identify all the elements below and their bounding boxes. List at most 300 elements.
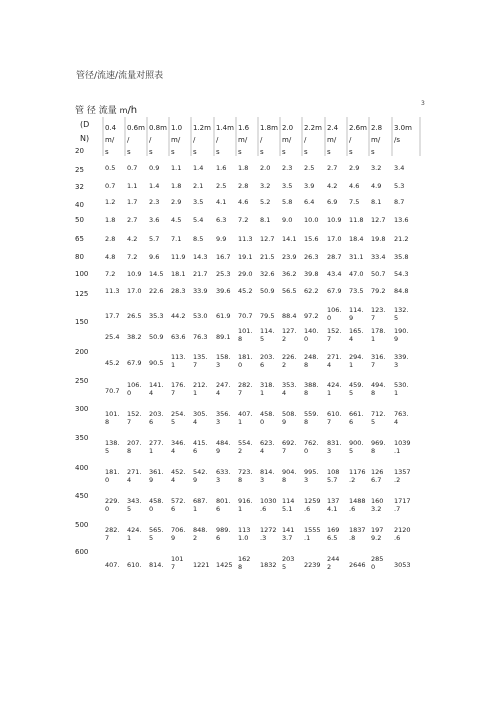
table-cell: 70.7 (105, 387, 120, 395)
velocity-header-line: s (238, 148, 242, 156)
table-cell: 1039 .1 (394, 439, 411, 455)
velocity-header-line: s (371, 148, 375, 156)
table-cell: 3.2 (260, 182, 271, 190)
table-cell: 2.0 (260, 164, 271, 172)
velocity-header (327, 122, 338, 158)
row-dn-label: 100 (75, 270, 89, 278)
table-cell: 178. 1 (371, 327, 386, 343)
table-cell: 339. 3 (394, 353, 409, 369)
table-cell: 244 2 (327, 555, 340, 571)
table-cell: 1221 (193, 561, 210, 569)
velocity-header-line: 0.6m (127, 124, 145, 132)
table-cell: 45.2 (238, 287, 253, 295)
table-cell: 762. 0 (304, 439, 319, 455)
table-cell: 458. 0 (149, 497, 164, 513)
table-cell: 39.6 (216, 287, 231, 295)
table-cell: 89.1 (216, 333, 231, 341)
table-cell: 1.8 (171, 182, 182, 190)
velocity-header-line: 2.4 (327, 124, 339, 132)
unit-superscript: 3 (421, 100, 425, 107)
velocity-header (371, 122, 382, 158)
table-cell: 212. 1 (193, 381, 208, 397)
table-cell: 114. 9 (349, 306, 364, 322)
velocity-header-line: s (304, 148, 308, 156)
table-cell: 7.1 (171, 235, 182, 243)
table-cell: 1272 .3 (260, 526, 277, 542)
velocity-header-line: / (260, 136, 263, 144)
velocity-header (282, 122, 293, 158)
velocity-header-line: / (193, 136, 196, 144)
velocity-header-line: 1.0 (171, 124, 183, 132)
row-dn-label: 250 (75, 377, 89, 385)
table-cell: 11.9 (171, 253, 186, 261)
table-cell: 11.3 (105, 287, 120, 295)
table-cell: 969. 8 (371, 439, 386, 455)
velocity-header (193, 122, 211, 158)
table-cell: 248. 8 (304, 353, 319, 369)
table-cell: 76.3 (193, 333, 208, 341)
table-cell: 4.2 (127, 235, 138, 243)
table-cell: 113 1.0 (238, 526, 251, 542)
dn-header-close: N) (80, 134, 90, 143)
table-cell: 900. 5 (349, 439, 364, 455)
table-cell: 14.3 (193, 253, 208, 261)
table-cell: 1.4 (149, 182, 160, 190)
table-cell: 407. (105, 561, 120, 569)
table-cell: 36.2 (282, 270, 297, 278)
table-cell: 14.5 (149, 270, 164, 278)
velocity-header-line: 1.6 (238, 124, 250, 132)
table-cell: 542. 9 (193, 468, 208, 484)
table-cell: 176. 7 (171, 381, 186, 397)
table-cell: 138. 5 (105, 439, 120, 455)
table-cell: 661. 6 (349, 410, 364, 426)
velocity-header-line: 2.2m (304, 124, 322, 132)
table-cell: 165. 4 (349, 327, 364, 343)
table-cell: 114 5.1 (282, 497, 295, 513)
velocity-header (349, 122, 367, 158)
table-cell: 459. 5 (349, 381, 364, 397)
table-cell: 21.2 (394, 235, 409, 243)
table-cell: 712. 5 (371, 410, 386, 426)
velocity-header-line: 1.8m (260, 124, 278, 132)
velocity-header (105, 122, 116, 158)
table-cell: 484. 9 (216, 439, 231, 455)
velocity-header-line: s (327, 148, 331, 156)
table-cell: 1030 .6 (260, 497, 277, 513)
table-cell: 2.3 (149, 198, 160, 206)
table-cell: 50.9 (260, 287, 275, 295)
velocity-header-line: 2.8 (371, 124, 383, 132)
table-cell: 17.0 (327, 235, 342, 243)
table-cell: 254. 5 (171, 410, 186, 426)
table-cell: 623. 4 (260, 439, 275, 455)
table-cell: 181. 0 (238, 353, 253, 369)
table-cell: 0.7 (105, 182, 116, 190)
table-cell: 35.8 (394, 253, 409, 261)
table-cell: 1.1 (127, 182, 138, 190)
row-dn-label: 125 (75, 290, 89, 298)
table-cell: 101 7 (171, 555, 184, 571)
table-cell: 158. 3 (216, 353, 231, 369)
row-dn-label: 200 (75, 348, 89, 356)
table-cell: 2120 .6 (394, 526, 411, 542)
row-dn-label: 40 (75, 201, 84, 209)
table-cell: 8.1 (260, 216, 271, 224)
velocity-header-line: 0.8m (149, 124, 167, 132)
table-cell: 989. 6 (216, 526, 231, 542)
table-cell: 277. 1 (149, 439, 164, 455)
table-cell: 271. 4 (127, 468, 142, 484)
table-cell: 123. 7 (371, 306, 386, 322)
table-cell: 33.4 (371, 253, 386, 261)
table-cell: 831. 3 (327, 439, 342, 455)
table-cell: 9.9 (216, 235, 227, 243)
velocity-header-line: 1.2m (193, 124, 211, 132)
table-cell: 610. (127, 561, 142, 569)
table-cell: 1259 .6 (304, 497, 321, 513)
table-cell: 39.8 (304, 270, 319, 278)
table-cell: 190. 9 (394, 327, 409, 343)
velocity-header-line: m/ (105, 136, 115, 144)
table-cell: 1.7 (127, 198, 138, 206)
table-cell: 2.3 (282, 164, 293, 172)
velocity-header-line: m/ (238, 136, 248, 144)
table-cell: 5.4 (193, 216, 204, 224)
table-cell: 33.9 (193, 287, 208, 295)
table-cell: 79.5 (260, 312, 275, 320)
velocity-header-line: m/ (282, 136, 292, 144)
table-cell: 152. 7 (127, 410, 142, 426)
table-cell: 203. 6 (149, 410, 164, 426)
table-cell: 633. 3 (216, 468, 231, 484)
table-cell: 67.9 (127, 359, 142, 367)
table-cell: 2.1 (193, 182, 204, 190)
velocity-header-line: / (149, 136, 152, 144)
table-cell: 8.7 (394, 198, 405, 206)
table-cell: 44.2 (171, 312, 186, 320)
table-cell: 2646 (349, 561, 366, 569)
table-cell: 23.9 (282, 253, 297, 261)
velocity-header-line: s (105, 148, 109, 156)
table-cell: 160 3.2 (371, 497, 384, 513)
table-cell: 0.7 (127, 164, 138, 172)
velocity-header-line: m/ (371, 136, 381, 144)
row-dn-label: 150 (75, 318, 89, 326)
unit-m: m (119, 106, 128, 115)
velocity-header-line: / (349, 136, 352, 144)
table-cell: 126 6.7 (371, 468, 384, 484)
table-cell: 203 5 (282, 555, 295, 571)
table-cell: 101. 8 (105, 410, 120, 426)
row-dn-label: 300 (75, 405, 89, 413)
velocity-header-line: 0.4 (105, 124, 117, 132)
table-cell: 29.0 (238, 270, 253, 278)
table-cell: 559. 8 (304, 410, 319, 426)
table-cell: 346. 4 (171, 439, 186, 455)
table-cell: 56.5 (282, 287, 297, 295)
table-cell: 1357 .2 (394, 468, 411, 484)
table-cell: 904. 8 (282, 468, 297, 484)
table-cell: 13.6 (394, 216, 409, 224)
unit-slash-h: /h (127, 105, 138, 116)
table-cell: 25.4 (105, 333, 120, 341)
velocity-header-line: s (349, 148, 353, 156)
table-cell: 229. 0 (105, 497, 120, 513)
velocity-header-line: 2.6m (349, 124, 367, 132)
row-dn-label: 400 (75, 464, 89, 472)
table-cell: 207. 8 (127, 439, 142, 455)
table-cell: 1.8 (105, 216, 116, 224)
table-cell: 28.7 (327, 253, 342, 261)
row-dn-label: 50 (75, 216, 84, 224)
row-dn-label: 450 (75, 492, 89, 500)
table-cell: 687. 1 (193, 497, 208, 513)
table-cell: 494. 8 (371, 381, 386, 397)
velocity-header-line: s (127, 148, 131, 156)
table-cell: 21.5 (260, 253, 275, 261)
table-cell: 7.5 (349, 198, 360, 206)
table-cell: 610. 7 (327, 410, 342, 426)
table-cell: 8.5 (193, 235, 204, 243)
table-cell: 9.6 (149, 253, 160, 261)
table-cell: 26.3 (304, 253, 319, 261)
table-cell: 5.8 (282, 198, 293, 206)
table-cell: 458. 0 (260, 410, 275, 426)
table-cell: 114. 5 (260, 327, 275, 343)
table-cell: 140. 0 (304, 327, 319, 343)
table-cell: 2.9 (171, 198, 182, 206)
table-cell: 7.2 (238, 216, 249, 224)
table-cell: 316. 7 (371, 353, 386, 369)
table-cell: 285 0 (371, 555, 384, 571)
velocity-header (127, 122, 145, 158)
table-cell: 1555 .1 (304, 526, 321, 542)
table-cell: 5.3 (394, 182, 405, 190)
table-cell: 21.7 (193, 270, 208, 278)
table-cell: 1.2 (105, 198, 116, 206)
table-cell: 10.0 (304, 216, 319, 224)
table-cell: 54.3 (394, 270, 409, 278)
velocity-header (149, 122, 167, 158)
table-cell: 5.7 (149, 235, 160, 243)
table-cell: 106. 0 (327, 306, 342, 322)
table-cell: 70.7 (238, 312, 253, 320)
table-cell: 554. 2 (238, 439, 253, 455)
velocity-header-line: /s (394, 136, 401, 144)
table-cell: 814. (149, 561, 164, 569)
table-cell: 1837 .8 (349, 526, 366, 542)
velocity-header-line: m/ (327, 136, 337, 144)
table-cell: 4.6 (238, 198, 249, 206)
table-cell: 50.7 (371, 270, 386, 278)
table-cell: 97.2 (304, 312, 319, 320)
velocity-header (216, 122, 234, 158)
table-cell: 53.0 (193, 312, 208, 320)
table-cell: 1488 .6 (349, 497, 366, 513)
table-cell: 848. 2 (193, 526, 208, 542)
table-cell: 15.6 (304, 235, 319, 243)
table-cell: 2239 (304, 561, 321, 569)
table-cell: 50.9 (149, 333, 164, 341)
table-cell: 3.9 (304, 182, 315, 190)
table-cell: 2.9 (349, 164, 360, 172)
table-cell: 1176 .2 (349, 468, 366, 484)
table-cell: 723. 8 (238, 468, 253, 484)
table-cell: 28.3 (171, 287, 186, 295)
table-cell: 814. 3 (260, 468, 275, 484)
velocity-header-line: / (304, 136, 307, 144)
velocity-header-line: / (127, 136, 130, 144)
table-cell: 84.8 (394, 287, 409, 295)
table-cell: 318. 1 (260, 381, 275, 397)
table-cell: 31.1 (349, 253, 364, 261)
table-cell: 995. 3 (304, 468, 319, 484)
table-cell: 9.0 (282, 216, 293, 224)
table-cell: 3.5 (193, 198, 204, 206)
table-cell: 294. 1 (349, 353, 364, 369)
table-cell: 11.3 (238, 235, 253, 243)
table-cell: 88.4 (282, 312, 297, 320)
table-cell: 282. 7 (105, 526, 120, 542)
table-cell: 18.1 (171, 270, 186, 278)
velocity-header (171, 122, 182, 158)
table-cell: 2.8 (238, 182, 249, 190)
table-cell: 2.5 (216, 182, 227, 190)
table-cell: 4.8 (105, 253, 116, 261)
velocity-header-line: s (171, 148, 175, 156)
table-cell: 127. 2 (282, 327, 297, 343)
table-cell: 17.0 (127, 287, 142, 295)
table-cell: 12.7 (371, 216, 386, 224)
table-cell: 565. 5 (149, 526, 164, 542)
table-cell: 141 3.7 (282, 526, 295, 542)
table-cell: 19.8 (371, 235, 386, 243)
table-cell: 63.6 (171, 333, 186, 341)
table-cell: 916. 1 (238, 497, 253, 513)
table-cell: 32.6 (260, 270, 275, 278)
table-cell: 7.2 (105, 270, 116, 278)
table-cell: 1425 (216, 561, 233, 569)
table-cell: 181. 0 (105, 468, 120, 484)
table-cell: 1.1 (171, 164, 182, 172)
velocity-header (238, 122, 249, 158)
table-cell: 169 6.5 (327, 526, 340, 542)
row-dn-label: 20 (75, 147, 84, 155)
table-cell: 2.7 (327, 164, 338, 172)
velocity-header-line: / (216, 136, 219, 144)
row-dn-label: 25 (75, 166, 84, 174)
table-cell: 1.6 (216, 164, 227, 172)
table-cell: 137 4.1 (327, 497, 340, 513)
table-cell: 12.7 (260, 235, 275, 243)
velocity-header (260, 122, 278, 158)
table-cell: 3.4 (394, 164, 405, 172)
table-cell: 79.2 (371, 287, 386, 295)
table-cell: 35.3 (149, 312, 164, 320)
table-cell: 141. 4 (149, 381, 164, 397)
table-cell: 3.6 (149, 216, 160, 224)
table-cell: 4.1 (216, 198, 227, 206)
table-cell: 305. 4 (193, 410, 208, 426)
velocity-header-line: 2.0 (282, 124, 294, 132)
table-cell: 1.4 (193, 164, 204, 172)
velocity-header-line: m/ (171, 136, 181, 144)
row-dn-label: 32 (75, 183, 84, 191)
table-cell: 4.2 (327, 182, 338, 190)
velocity-header-line (394, 146, 412, 158)
table-cell: 572. 6 (171, 497, 186, 513)
table-cell: 4.6 (349, 182, 360, 190)
row-dn-label: 600 (75, 548, 89, 556)
table-cell: 61.9 (216, 312, 231, 320)
table-cell: 162 8 (238, 555, 251, 571)
table-cell: 452. 4 (171, 468, 186, 484)
table-cell: 415. 6 (193, 439, 208, 455)
unit-flow-label: 流量 (98, 106, 117, 116)
table-cell: 407. 1 (238, 410, 253, 426)
page-title: 管径/流速/流量对照表 (76, 71, 164, 81)
table-cell: 361. 9 (149, 468, 164, 484)
table-cell: 132. 5 (394, 306, 409, 322)
velocity-header-line: s (193, 148, 197, 156)
table-cell: 282. 7 (238, 381, 253, 397)
velocity-header-line: s (282, 148, 286, 156)
table-cell: 5.2 (260, 198, 271, 206)
table-cell: 43.4 (327, 270, 342, 278)
table-cell: 508. 9 (282, 410, 297, 426)
table-cell: 113. 1 (171, 353, 186, 369)
table-cell: 47.0 (349, 270, 364, 278)
row-dn-label: 80 (75, 253, 84, 261)
table-cell: 10.9 (127, 270, 142, 278)
velocity-header-line: s (149, 148, 153, 156)
table-cell: 226. 2 (282, 353, 297, 369)
table-cell: 45.2 (105, 359, 120, 367)
table-cell: 25.3 (216, 270, 231, 278)
table-cell: 17.7 (105, 312, 120, 320)
row-dn-label: 350 (75, 434, 89, 442)
table-cell: 8.1 (371, 198, 382, 206)
table-cell: 14.1 (282, 235, 297, 243)
table-cell: 424. 1 (327, 381, 342, 397)
velocity-header-line: s (260, 148, 264, 156)
table-cell: 3.2 (371, 164, 382, 172)
table-cell: 7.2 (127, 253, 138, 261)
table-cell: 1717 .7 (394, 497, 411, 513)
row-dn-label: 65 (75, 235, 84, 243)
table-cell: 343. 5 (127, 497, 142, 513)
table-cell: 73.5 (349, 287, 364, 295)
table-cell: 4.5 (171, 216, 182, 224)
table-cell: 1.8 (238, 164, 249, 172)
table-cell: 67.9 (327, 287, 342, 295)
table-cell: 101. 8 (238, 327, 253, 343)
table-cell: 135. 7 (193, 353, 208, 369)
table-cell: 0.9 (149, 164, 160, 172)
table-cell: 11.8 (349, 216, 364, 224)
table-cell: 4.9 (371, 182, 382, 190)
table-cell: 706. 9 (171, 526, 186, 542)
table-cell: 26.5 (127, 312, 142, 320)
table-cell: 22.6 (149, 287, 164, 295)
table-cell: 6.9 (327, 198, 338, 206)
table-cell: 38.2 (127, 333, 142, 341)
table-cell: 388. 8 (304, 381, 319, 397)
table-cell: 801. 6 (216, 497, 231, 513)
table-cell: 62.2 (304, 287, 319, 295)
table-cell: 203. 6 (260, 353, 275, 369)
